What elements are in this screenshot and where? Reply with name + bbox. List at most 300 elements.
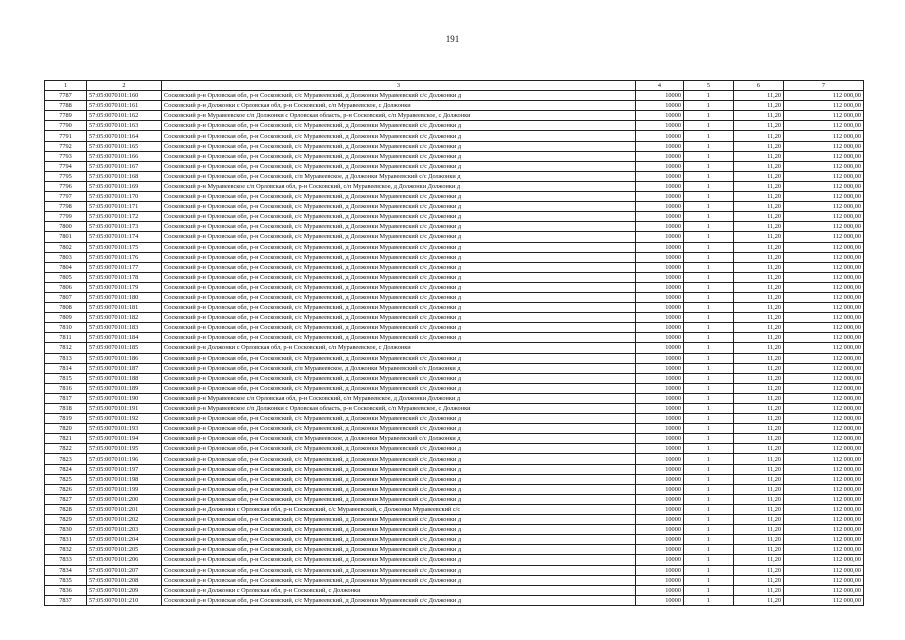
rate-cell: 11,20 [734,161,784,171]
cadastral-number-cell: 57:05:0070101:181 [87,303,162,313]
rate-cell: 11,20 [734,474,784,484]
cadastral-number-cell: 57:05:0070101:160 [87,91,162,101]
rate-cell: 11,20 [734,323,784,333]
table-row [45,171,864,181]
value-cell: 112 000,00 [784,171,864,181]
area-cell: 10000 [636,292,684,302]
table-row [45,424,864,434]
rate-cell: 11,20 [734,484,784,494]
value-cell: 112 000,00 [784,515,864,525]
count-cell: 1 [684,222,734,232]
table-row [45,454,864,464]
area-cell: 10000 [636,202,684,212]
row-number-cell: 7829 [45,515,87,525]
address-cell: Сосковский р-н Орловская обл, р-н Сосковский, с/с Муравеевский, д Должонки Муравеевский с/с Должонки д [162,494,636,504]
value-cell: 112 000,00 [784,141,864,151]
rate-cell: 11,20 [734,131,784,141]
cadastral-number-cell: 57:05:0070101:189 [87,383,162,393]
value-cell: 112 000,00 [784,363,864,373]
count-cell: 1 [684,151,734,161]
address-cell: Сосковский р-н Орловская обл, р-н Сосковский, с/с Муравеевский, д Должонки Муравеевский с/с Должонки д [162,272,636,282]
address-cell: Сосковский р-н Орловская обл, р-н Сосковский, с/с Муравеевский, д Должонки Муравеевский с/с Должонки д [162,292,636,302]
cadastral-number-cell: 57:05:0070101:165 [87,141,162,151]
row-number-cell: 7787 [45,91,87,101]
rate-cell: 11,20 [734,494,784,504]
address-cell: Сосковский р-н Муравеевское с/п Должонки с Орловская область, р-н Сосковский, с/п Муравеевское, с Должонки [162,111,636,121]
value-cell: 112 000,00 [784,303,864,313]
table-row [45,141,864,151]
table-row [45,595,864,605]
count-cell: 1 [684,292,734,302]
rate-cell: 11,20 [734,373,784,383]
value-cell: 112 000,00 [784,575,864,585]
value-cell: 112 000,00 [784,565,864,575]
row-number-cell: 7790 [45,121,87,131]
area-cell: 10000 [636,91,684,101]
area-cell: 10000 [636,161,684,171]
rate-cell: 11,20 [734,434,784,444]
area-cell: 10000 [636,242,684,252]
rate-cell: 11,20 [734,313,784,323]
count-cell: 1 [684,555,734,565]
area-cell: 10000 [636,464,684,474]
area-cell: 10000 [636,484,684,494]
address-cell: Сосковский р-н Орловская обл, р-н Сосковский, с/с Муравеевский, д Должонки Муравеевский с/с Должонки д [162,474,636,484]
table-row [45,272,864,282]
table-row [45,434,864,444]
value-cell: 112 000,00 [784,404,864,414]
table-row [45,444,864,454]
rate-cell: 11,20 [734,192,784,202]
cadastral-number-cell: 57:05:0070101:168 [87,171,162,181]
address-cell: Сосковский р-н Орловская обл, р-н Сосковский, с/с Муравеевский, д Должонки Муравеевский с/с Должонки д [162,313,636,323]
rate-cell: 11,20 [734,565,784,575]
rate-cell: 11,20 [734,262,784,272]
cadastral-number-cell: 57:05:0070101:174 [87,232,162,242]
table-row [45,535,864,545]
cadastral-number-cell: 57:05:0070101:209 [87,585,162,595]
area-cell: 10000 [636,141,684,151]
rate-cell: 11,20 [734,333,784,343]
table-row [45,262,864,272]
count-cell: 1 [684,494,734,504]
area-cell: 10000 [636,565,684,575]
value-cell: 112 000,00 [784,484,864,494]
row-number-cell: 7833 [45,555,87,565]
rate-cell: 11,20 [734,151,784,161]
address-cell: Сосковский р-н Должонки с Орловская обл, р-н Сосковский, с Должонки [162,585,636,595]
row-number-cell: 7808 [45,303,87,313]
rate-cell: 11,20 [734,353,784,363]
register-table [44,80,864,606]
row-number-cell: 7831 [45,535,87,545]
row-number-cell: 7801 [45,232,87,242]
area-cell: 10000 [636,192,684,202]
count-cell: 1 [684,111,734,121]
count-cell: 1 [684,414,734,424]
address-cell: Сосковский р-н Орловская обл, р-н Сосковский, с/с Муравеевский, д Должонки Муравеевский с/с Должонки д [162,575,636,585]
row-number-cell: 7823 [45,454,87,464]
table-row [45,212,864,222]
table-row [45,585,864,595]
rate-cell: 11,20 [734,282,784,292]
count-cell: 1 [684,232,734,242]
area-cell: 10000 [636,262,684,272]
area-cell: 10000 [636,444,684,454]
row-number-cell: 7806 [45,282,87,292]
area-cell: 10000 [636,282,684,292]
address-cell: Сосковский р-н Орловская обл, р-н Сосковский, с/с Муравеевский, д Должонки Муравеевский с/с Должонки д [162,161,636,171]
count-cell: 1 [684,353,734,363]
address-cell: Сосковский р-н Орловская обл, р-н Сосковский, с/с Муравеевский, д Должонки Муравеевский с/с Должонки д [162,121,636,131]
rate-cell: 11,20 [734,111,784,121]
area-cell: 10000 [636,222,684,232]
value-cell: 112 000,00 [784,252,864,262]
cadastral-number-cell: 57:05:0070101:195 [87,444,162,454]
value-cell: 112 000,00 [784,202,864,212]
cadastral-number-cell: 57:05:0070101:199 [87,484,162,494]
table-row [45,192,864,202]
table-row [45,363,864,373]
area-cell: 10000 [636,303,684,313]
area-cell: 10000 [636,575,684,585]
area-cell: 10000 [636,404,684,414]
table-row [45,151,864,161]
address-cell: Сосковский р-н Орловская обл, р-н Сосковский, с/с Муравеевский, д Должонки Муравеевский с/с Должонки д [162,383,636,393]
address-cell: Сосковский р-н Орловская обл, р-н Сосковский, с/с Муравеевский, д Должонки Муравеевский с/с Должонки д [162,252,636,262]
cadastral-number-cell: 57:05:0070101:206 [87,555,162,565]
rate-cell: 11,20 [734,464,784,474]
cadastral-number-cell: 57:05:0070101:210 [87,595,162,605]
cadastral-number-cell: 57:05:0070101:184 [87,333,162,343]
row-number-cell: 7819 [45,414,87,424]
address-cell: Сосковский р-н Должонки с Орловская обл, р-н Сосковский, с/с Муравеевский, с Должонки Муравеевский с/с [162,504,636,514]
count-cell: 1 [684,424,734,434]
row-number-cell: 7818 [45,404,87,414]
row-number-cell: 7789 [45,111,87,121]
table-row [45,393,864,403]
address-cell: Сосковский р-н Должонки с Орловская обл, р-н Сосковский, с/п Муравеевское, с Должонки [162,343,636,353]
address-cell: Сосковский р-н Орловская обл, р-н Сосковский, с/с Муравеевский, д Должонки Муравеевский с/с Должонки д [162,192,636,202]
count-cell: 1 [684,202,734,212]
cadastral-number-cell: 57:05:0070101:188 [87,373,162,383]
cadastral-number-cell: 57:05:0070101:191 [87,404,162,414]
table-row [45,414,864,424]
value-cell: 112 000,00 [784,494,864,504]
value-cell: 112 000,00 [784,474,864,484]
cadastral-number-cell: 57:05:0070101:192 [87,414,162,424]
count-cell: 1 [684,363,734,373]
address-cell: Сосковский р-н Орловская обл, р-н Сосковский, с/с Муравеевский, д Должонки Муравеевский с/с Должонки д [162,484,636,494]
table-row [45,515,864,525]
table-row [45,292,864,302]
address-cell: Сосковский р-н Орловская обл, р-н Сосковский, с/с Муравеевский, д Должонки Муравеевский с/с Должонки д [162,242,636,252]
row-number-cell: 7807 [45,292,87,302]
area-cell: 10000 [636,272,684,282]
rate-cell: 11,20 [734,242,784,252]
cadastral-number-cell: 57:05:0070101:186 [87,353,162,363]
count-cell: 1 [684,464,734,474]
row-number-cell: 7811 [45,333,87,343]
address-cell: Сосковский р-н Муравеевское с/п Орловская обл, р-н Сосковский, с/п Муравеевское, д Должонки Должонки д [162,181,636,191]
value-cell: 112 000,00 [784,323,864,333]
rate-cell: 11,20 [734,515,784,525]
rate-cell: 11,20 [734,595,784,605]
row-number-cell: 7832 [45,545,87,555]
value-cell: 112 000,00 [784,444,864,454]
area-cell: 10000 [636,393,684,403]
row-number-cell: 7795 [45,171,87,181]
row-number-cell: 7788 [45,101,87,111]
address-cell: Сосковский р-н Орловская обл, р-н Сосковский, с/с Муравеевский, д Должонки Муравеевский с/с Должонки д [162,555,636,565]
value-cell: 112 000,00 [784,121,864,131]
value-cell: 112 000,00 [784,242,864,252]
count-cell: 1 [684,434,734,444]
area-cell: 10000 [636,373,684,383]
area-cell: 10000 [636,121,684,131]
table-row [45,343,864,353]
cadastral-number-cell: 57:05:0070101:198 [87,474,162,484]
cadastral-number-cell: 57:05:0070101:176 [87,252,162,262]
header-row [45,81,864,91]
count-cell: 1 [684,91,734,101]
cadastral-number-cell: 57:05:0070101:193 [87,424,162,434]
rate-cell: 11,20 [734,91,784,101]
cadastral-number-cell: 57:05:0070101:162 [87,111,162,121]
value-cell: 112 000,00 [784,373,864,383]
value-cell: 112 000,00 [784,525,864,535]
table-row [45,565,864,575]
value-cell: 112 000,00 [784,414,864,424]
rate-cell: 11,20 [734,585,784,595]
row-number-cell: 7799 [45,212,87,222]
row-number-cell: 7792 [45,141,87,151]
value-cell: 112 000,00 [784,101,864,111]
value-cell: 112 000,00 [784,313,864,323]
rate-cell: 11,20 [734,171,784,181]
table-row [45,504,864,514]
table-row [45,121,864,131]
area-cell: 10000 [636,181,684,191]
header-cell: 5 [684,81,734,91]
cadastral-number-cell: 57:05:0070101:166 [87,151,162,161]
cadastral-number-cell: 57:05:0070101:177 [87,262,162,272]
value-cell: 112 000,00 [784,282,864,292]
cadastral-number-cell: 57:05:0070101:179 [87,282,162,292]
rate-cell: 11,20 [734,252,784,262]
rate-cell: 11,20 [734,343,784,353]
table-row [45,242,864,252]
area-cell: 10000 [636,383,684,393]
cadastral-number-cell: 57:05:0070101:169 [87,181,162,191]
table-row [45,575,864,585]
cadastral-number-cell: 57:05:0070101:161 [87,101,162,111]
cadastral-number-cell: 57:05:0070101:201 [87,504,162,514]
count-cell: 1 [684,242,734,252]
count-cell: 1 [684,535,734,545]
table-row [45,101,864,111]
address-cell: Сосковский р-н Орловская обл, р-н Сосковский, с/п Муравеевское, д Должонки Муравеевский с/с Должонки д [162,171,636,181]
area-cell: 10000 [636,313,684,323]
address-cell: Сосковский р-н Орловская обл, р-н Сосковский, с/с Муравеевский, д Должонки Муравеевский с/с Должонки д [162,333,636,343]
area-cell: 10000 [636,101,684,111]
address-cell: Сосковский р-н Орловская обл, р-н Сосковский, с/с Муравеевский, д Должонки Муравеевский с/с Должонки д [162,444,636,454]
count-cell: 1 [684,484,734,494]
address-cell: Сосковский р-н Орловская обл, р-н Сосковский, с/с Муравеевский, д Должонки Муравеевский с/с Должонки д [162,353,636,363]
count-cell: 1 [684,383,734,393]
count-cell: 1 [684,393,734,403]
cadastral-number-cell: 57:05:0070101:203 [87,525,162,535]
count-cell: 1 [684,141,734,151]
area-cell: 10000 [636,414,684,424]
table-row [45,464,864,474]
area-cell: 10000 [636,504,684,514]
address-cell: Сосковский р-н Орловская обл, р-н Сосковский, с/с Муравеевский, д Должонки Муравеевский с/с Должонки д [162,232,636,242]
table-row [45,202,864,212]
cadastral-number-cell: 57:05:0070101:196 [87,454,162,464]
count-cell: 1 [684,323,734,333]
header-cell: 2 [87,81,162,91]
table-row [45,323,864,333]
row-number-cell: 7822 [45,444,87,454]
rate-cell: 11,20 [734,404,784,414]
area-cell: 10000 [636,585,684,595]
value-cell: 112 000,00 [784,535,864,545]
rate-cell: 11,20 [734,222,784,232]
count-cell: 1 [684,101,734,111]
count-cell: 1 [684,504,734,514]
address-cell: Сосковский р-н Орловская обл, р-н Сосковский, с/с Муравеевский, д Должонки Муравеевский с/с Должонки д [162,414,636,424]
area-cell: 10000 [636,595,684,605]
value-cell: 112 000,00 [784,272,864,282]
row-number-cell: 7804 [45,262,87,272]
row-number-cell: 7830 [45,525,87,535]
row-number-cell: 7812 [45,343,87,353]
cadastral-number-cell: 57:05:0070101:207 [87,565,162,575]
row-number-cell: 7802 [45,242,87,252]
cadastral-number-cell: 57:05:0070101:167 [87,161,162,171]
cadastral-number-cell: 57:05:0070101:194 [87,434,162,444]
count-cell: 1 [684,404,734,414]
count-cell: 1 [684,575,734,585]
value-cell: 112 000,00 [784,111,864,121]
rate-cell: 11,20 [734,535,784,545]
header-cell: 4 [636,81,684,91]
address-cell: Сосковский р-н Муравеевское с/п Орловская обл, р-н Сосковский, с/п Муравеевское, д Должонки Должонки д [162,393,636,403]
rate-cell: 11,20 [734,575,784,585]
count-cell: 1 [684,212,734,222]
table-row [45,494,864,504]
area-cell: 10000 [636,323,684,333]
value-cell: 112 000,00 [784,383,864,393]
table-row [45,222,864,232]
table-row [45,131,864,141]
cadastral-number-cell: 57:05:0070101:208 [87,575,162,585]
area-cell: 10000 [636,424,684,434]
count-cell: 1 [684,343,734,353]
table-row [45,545,864,555]
value-cell: 112 000,00 [784,585,864,595]
cadastral-number-cell: 57:05:0070101:173 [87,222,162,232]
area-cell: 10000 [636,252,684,262]
row-number-cell: 7835 [45,575,87,585]
rate-cell: 11,20 [734,525,784,535]
count-cell: 1 [684,161,734,171]
count-cell: 1 [684,282,734,292]
rate-cell: 11,20 [734,202,784,212]
table-row [45,333,864,343]
value-cell: 112 000,00 [784,292,864,302]
value-cell: 112 000,00 [784,212,864,222]
table-row [45,373,864,383]
rate-cell: 11,20 [734,292,784,302]
value-cell: 112 000,00 [784,262,864,272]
value-cell: 112 000,00 [784,555,864,565]
count-cell: 1 [684,303,734,313]
address-cell: Сосковский р-н Орловская обл, р-н Сосковский, с/с Муравеевский, д Должонки Муравеевский с/с Должонки д [162,262,636,272]
row-number-cell: 7828 [45,504,87,514]
cadastral-number-cell: 57:05:0070101:170 [87,192,162,202]
address-cell: Сосковский р-н Орловская обл, р-н Сосковский, с/п Муравеевское, д Должонки Муравеевский с/с Должонки д [162,363,636,373]
header-cell: 3 [162,81,636,91]
row-number-cell: 7834 [45,565,87,575]
table-row [45,232,864,242]
count-cell: 1 [684,595,734,605]
cadastral-number-cell: 57:05:0070101:178 [87,272,162,282]
count-cell: 1 [684,444,734,454]
value-cell: 112 000,00 [784,504,864,514]
address-cell: Сосковский р-н Орловская обл, р-н Сосковский, с/с Муравеевский, д Должонки Муравеевский с/с Должонки д [162,535,636,545]
count-cell: 1 [684,181,734,191]
table-row [45,252,864,262]
header-cell: 6 [734,81,784,91]
cadastral-number-cell: 57:05:0070101:202 [87,515,162,525]
row-number-cell: 7816 [45,383,87,393]
cadastral-number-cell: 57:05:0070101:197 [87,464,162,474]
count-cell: 1 [684,454,734,464]
table-row [45,383,864,393]
row-number-cell: 7809 [45,313,87,323]
address-cell: Сосковский р-н Орловская обл, р-н Сосковский, с/с Муравеевский, д Должонки Муравеевский с/с Должонки д [162,373,636,383]
table-row [45,404,864,414]
cadastral-number-cell: 57:05:0070101:205 [87,545,162,555]
cadastral-number-cell: 57:05:0070101:187 [87,363,162,373]
count-cell: 1 [684,474,734,484]
row-number-cell: 7793 [45,151,87,161]
value-cell: 112 000,00 [784,161,864,171]
cadastral-number-cell: 57:05:0070101:164 [87,131,162,141]
address-cell: Сосковский р-н Орловская обл, р-н Сосковский, с/с Муравеевский, д Должонки Муравеевский с/с Должонки д [162,202,636,212]
count-cell: 1 [684,333,734,343]
count-cell: 1 [684,373,734,383]
row-number-cell: 7824 [45,464,87,474]
area-cell: 10000 [636,343,684,353]
value-cell: 112 000,00 [784,454,864,464]
value-cell: 112 000,00 [784,151,864,161]
value-cell: 112 000,00 [784,232,864,242]
area-cell: 10000 [636,131,684,141]
count-cell: 1 [684,565,734,575]
cadastral-number-cell: 57:05:0070101:200 [87,494,162,504]
rate-cell: 11,20 [734,545,784,555]
rate-cell: 11,20 [734,393,784,403]
address-cell: Сосковский р-н Орловская обл, р-н Сосковский, с/с Муравеевский, д Должонки Муравеевский с/с Должонки д [162,282,636,292]
row-number-cell: 7805 [45,272,87,282]
table-row [45,111,864,121]
table-row [45,525,864,535]
table-row [45,353,864,363]
address-cell: Сосковский р-н Орловская обл, р-н Сосковский, с/с Муравеевский, д Должонки Муравеевский с/с Должонки д [162,151,636,161]
